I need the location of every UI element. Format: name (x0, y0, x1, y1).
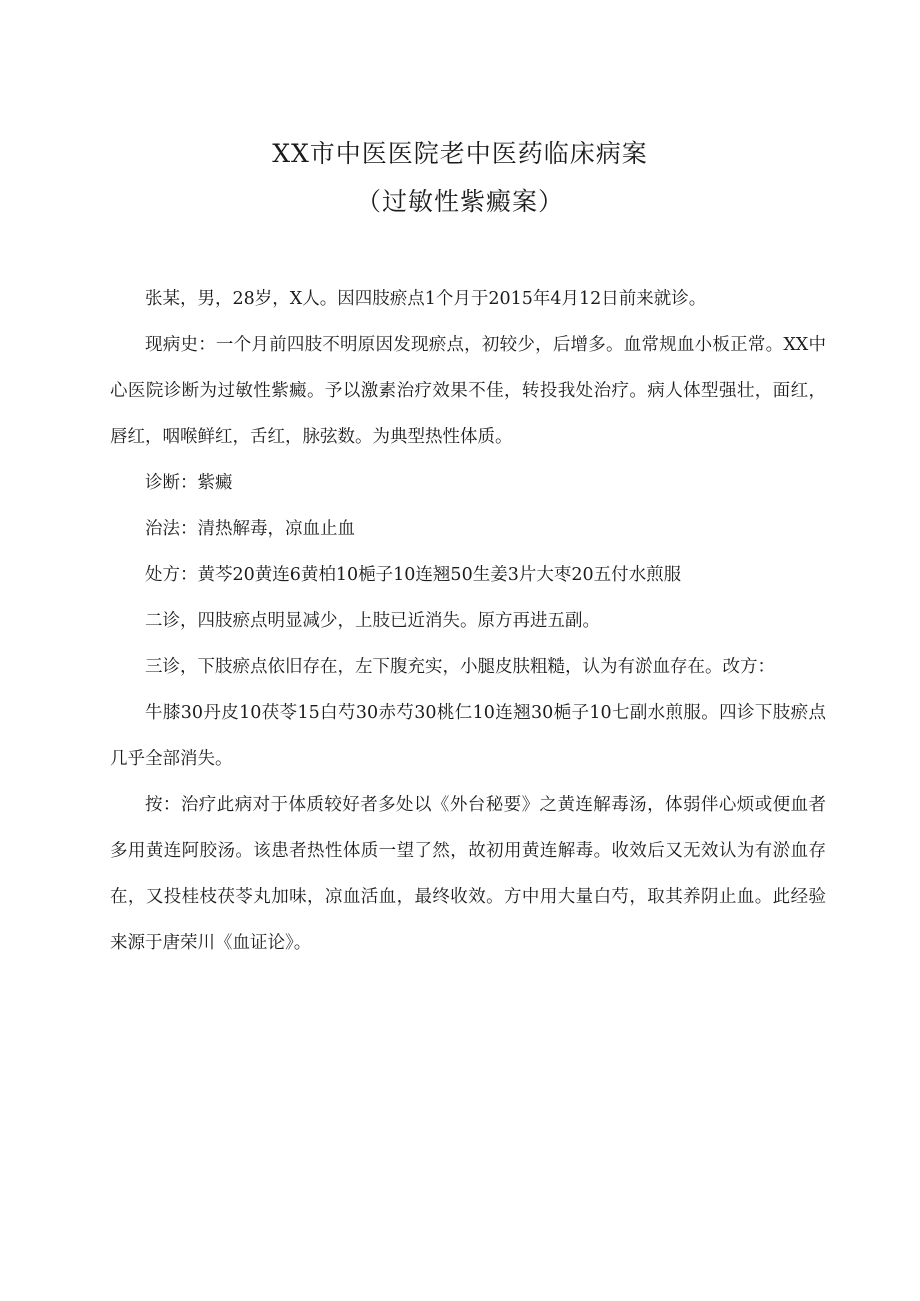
paragraph-second-visit: 二诊，四肢瘀点明显减少，上肢已近消失。原方再进五副。 (145, 611, 600, 631)
paragraph-treatment: 治法：清热解毒，凉血止血 (145, 519, 355, 539)
paragraph-history: 现病史：一个月前四肢不明原因发现瘀点，初较少，后增多。血常规血小板正常。XX中心医院诊断为过敏性紫癜。予以激素治疗效果不佳，转投我处治疗。病人体型强壮，面红，唇红，咽喉鲜红，舌红，脉弦数。为典型热性体质。 (110, 335, 826, 447)
paragraph-third-visit: 三诊，下肢瘀点依旧存在，左下腹充实，小腿皮肤粗糙，认为有淤血存在。改方： (145, 657, 775, 677)
paragraph-new-prescription: 牛膝30丹皮10茯苓15白芍30赤芍30桃仁10连翘30梔子10七副水煎服。四诊下肢瘀点几乎全部消失。 (110, 703, 826, 769)
document-subtitle: （过敏性紫癜案） (355, 187, 564, 216)
paragraph-prescription: 处方：黄芩20黄连6黄柏10梔子10连翘50生姜3片大枣20五付水煎服 (145, 565, 682, 585)
paragraph-diagnosis: 诊断：紫癜 (145, 473, 233, 493)
paragraph-patient-info: 张某，男，28岁，X人。因四肢瘀点1个月于2015年4月12日前来就诊。 (145, 289, 707, 309)
document-body (110, 276, 826, 966)
paragraph-note: 按：治疗此病对于体质较好者多处以《外台秘要》之黄连解毒汤，体弱伴心烦或便血者多用黄连阿胶汤。该患者热性体质一望了然，故初用黄连解毒。收效后又无效认为有淤血存在，又投桂枝茯苓丸加味，凉血活血，最终收效。方中用大量白芍，取其养阴止血。此经验来源于唐荣川《血证论》。 (110, 795, 826, 953)
document-title: XX市中医医院老中医药临床病案 (272, 139, 648, 168)
